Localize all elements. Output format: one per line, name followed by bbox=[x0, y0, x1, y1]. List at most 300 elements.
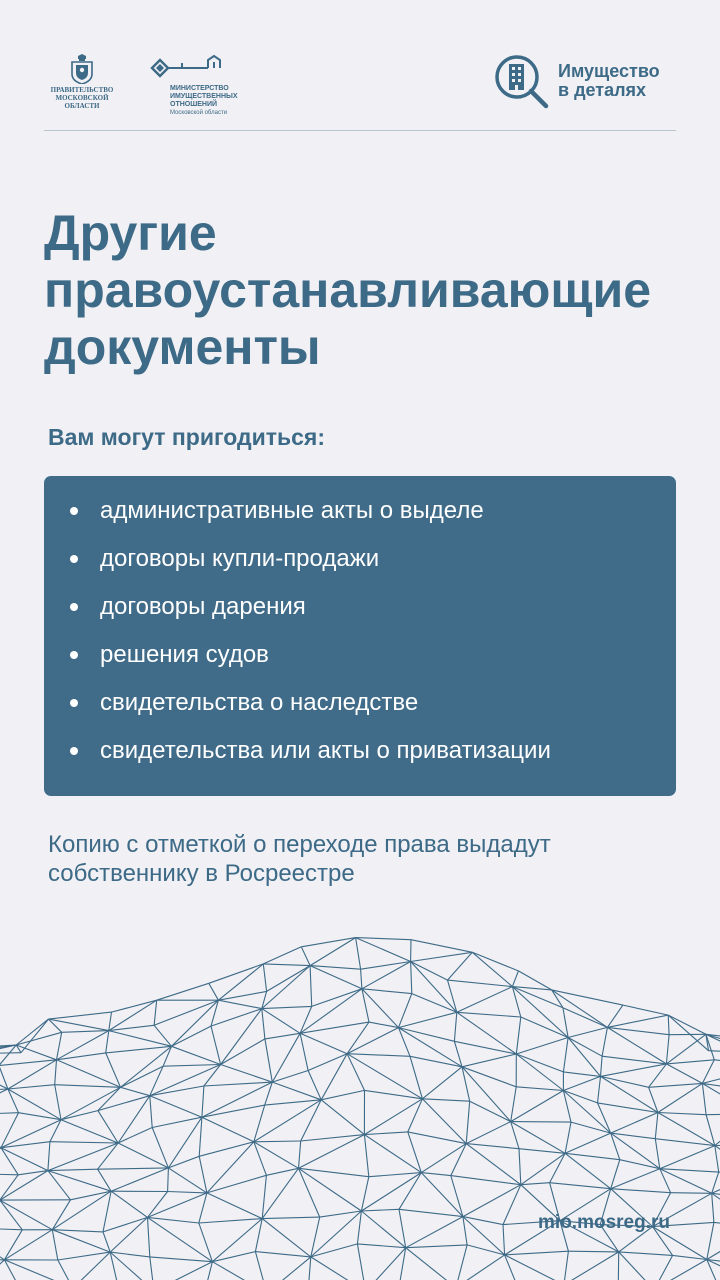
mesh-line bbox=[563, 1038, 568, 1072]
mesh-line bbox=[472, 952, 518, 971]
mesh-line bbox=[463, 1185, 521, 1217]
mesh-line bbox=[312, 989, 362, 1007]
mesh-line bbox=[150, 1096, 152, 1128]
mesh-line bbox=[565, 1122, 571, 1153]
mesh-line bbox=[103, 1217, 148, 1232]
mesh-line bbox=[654, 1255, 673, 1280]
ministry-logo-sub: Московской области bbox=[170, 110, 228, 116]
mesh-line bbox=[0, 1174, 18, 1175]
mesh-line bbox=[300, 1033, 308, 1070]
mesh-line bbox=[602, 1027, 607, 1056]
brand-line-1: Имущество bbox=[558, 61, 660, 81]
mesh-line bbox=[362, 989, 369, 1022]
mesh-line bbox=[265, 1033, 300, 1039]
mesh-line bbox=[702, 1060, 714, 1084]
mesh-line bbox=[660, 1169, 719, 1172]
mesh-line bbox=[347, 1028, 398, 1054]
mesh-line bbox=[564, 1251, 569, 1280]
mesh-line bbox=[221, 1065, 273, 1083]
mesh-line bbox=[601, 1064, 667, 1077]
mesh-line bbox=[364, 1135, 421, 1173]
mesh-line bbox=[466, 1101, 470, 1143]
mesh-line bbox=[422, 1067, 462, 1099]
mesh-line bbox=[103, 1232, 110, 1252]
mesh-line bbox=[61, 1120, 118, 1143]
mesh-line bbox=[121, 1087, 150, 1095]
mesh-line bbox=[364, 1132, 407, 1135]
mesh-line bbox=[0, 1115, 1, 1148]
mesh-line bbox=[356, 938, 361, 970]
mesh-line bbox=[168, 1192, 207, 1193]
mesh-line bbox=[262, 1009, 300, 1034]
mesh-line bbox=[361, 1173, 421, 1211]
mesh-line bbox=[611, 1133, 620, 1160]
mesh-line bbox=[106, 1046, 172, 1053]
mesh-line bbox=[309, 1257, 311, 1280]
mesh-line bbox=[422, 1099, 466, 1144]
mesh-line bbox=[73, 1252, 110, 1280]
mesh-line bbox=[262, 1219, 311, 1257]
mesh-line bbox=[0, 1200, 52, 1230]
mesh-line bbox=[411, 962, 412, 994]
mesh-line bbox=[163, 1065, 221, 1067]
mesh-line bbox=[262, 966, 310, 1009]
mesh-line bbox=[55, 1085, 121, 1088]
gov-logo-line: ПРАВИТЕЛЬСТВО bbox=[50, 86, 114, 94]
mesh-line bbox=[263, 964, 266, 992]
mesh-line bbox=[356, 938, 411, 962]
mesh-line bbox=[109, 1012, 112, 1031]
title-line-3: документы bbox=[44, 319, 321, 375]
document-item: решения судов bbox=[70, 640, 676, 688]
mesh-line bbox=[399, 1209, 463, 1216]
mesh-line bbox=[218, 1000, 261, 1008]
mesh-line bbox=[563, 1091, 597, 1103]
mesh-line bbox=[300, 1033, 347, 1053]
mesh-line bbox=[121, 1066, 164, 1087]
mesh-line bbox=[168, 1156, 199, 1168]
mesh-line bbox=[568, 1038, 600, 1077]
mesh-line bbox=[649, 1064, 667, 1087]
mesh-line bbox=[199, 1219, 262, 1223]
mesh-line bbox=[463, 1217, 467, 1245]
mesh-line bbox=[121, 1046, 172, 1087]
mesh-line bbox=[61, 1087, 121, 1119]
mesh-line bbox=[202, 1117, 254, 1142]
mesh-line bbox=[611, 1113, 658, 1134]
mesh-line bbox=[301, 947, 310, 966]
mesh-line bbox=[516, 1038, 568, 1055]
mesh-line bbox=[658, 1113, 715, 1146]
mesh-line bbox=[521, 1017, 568, 1038]
document-item: административные акты о выделе bbox=[70, 496, 676, 544]
key-house-icon bbox=[150, 54, 240, 78]
mesh-line bbox=[666, 1035, 669, 1064]
mesh-line bbox=[668, 1015, 669, 1035]
mesh-line bbox=[565, 1153, 620, 1159]
mesh-line bbox=[202, 1082, 272, 1117]
mesh-line bbox=[623, 1005, 668, 1015]
mesh-line bbox=[607, 1015, 668, 1027]
mesh-line bbox=[565, 1153, 611, 1188]
mesh-line bbox=[48, 1171, 111, 1192]
mesh-line bbox=[619, 1252, 654, 1280]
mesh-line bbox=[262, 1009, 265, 1039]
mesh-line bbox=[199, 1223, 213, 1262]
mesh-line bbox=[655, 1113, 658, 1139]
mesh-line bbox=[199, 1193, 207, 1223]
mesh-line bbox=[0, 1200, 22, 1230]
mesh-line bbox=[601, 1076, 649, 1087]
mesh-line bbox=[399, 994, 412, 1028]
mesh-line bbox=[611, 1160, 620, 1189]
mesh-line bbox=[521, 1183, 550, 1185]
mesh-line bbox=[199, 1156, 207, 1193]
mesh-line bbox=[563, 1076, 600, 1090]
mesh-line bbox=[347, 1022, 369, 1054]
mesh-line bbox=[347, 1054, 410, 1057]
documents-box bbox=[44, 476, 676, 796]
mesh-line bbox=[361, 1209, 399, 1211]
mesh-line bbox=[406, 1245, 467, 1248]
mesh-line bbox=[299, 1135, 365, 1169]
mesh-line bbox=[399, 1173, 421, 1210]
document-item: свидетельства или акты о приватизации bbox=[70, 736, 676, 784]
mesh-line bbox=[512, 971, 518, 987]
mesh-line bbox=[356, 938, 411, 940]
mesh-line bbox=[148, 1217, 150, 1257]
mesh-line bbox=[366, 1248, 406, 1280]
mesh-line bbox=[308, 1054, 347, 1071]
mesh-line bbox=[172, 1046, 221, 1064]
mesh-line bbox=[16, 1032, 62, 1045]
mesh-line bbox=[150, 1096, 202, 1118]
mesh-line bbox=[563, 1091, 571, 1123]
mesh-line bbox=[411, 962, 448, 981]
mesh-line bbox=[462, 1067, 511, 1122]
mesh-line bbox=[399, 1209, 406, 1247]
mesh-line bbox=[654, 1260, 707, 1280]
document-item: свидетельства о наследстве bbox=[70, 688, 676, 736]
mesh-line bbox=[660, 1169, 671, 1193]
mesh-line bbox=[519, 1149, 521, 1185]
title-line-2: правоустанавливающие bbox=[44, 262, 652, 318]
mesh-line bbox=[399, 1012, 457, 1027]
mesh-line bbox=[0, 1113, 19, 1115]
mesh-line bbox=[172, 1026, 212, 1046]
mesh-line bbox=[209, 983, 219, 1000]
mesh-line bbox=[357, 1244, 365, 1280]
mesh-line bbox=[263, 964, 310, 966]
mesh-line bbox=[207, 1193, 262, 1219]
mesh-line bbox=[361, 1211, 405, 1248]
mesh-line bbox=[50, 1120, 61, 1142]
mesh-line bbox=[52, 1230, 110, 1252]
mesh-line bbox=[262, 1006, 312, 1008]
mesh-line bbox=[254, 1142, 267, 1176]
mesh-line bbox=[521, 1153, 565, 1184]
mesh-line bbox=[262, 1175, 266, 1218]
mesh-line bbox=[660, 1146, 715, 1169]
mesh-line bbox=[466, 1144, 519, 1149]
mesh-line bbox=[466, 1122, 511, 1144]
mesh-line bbox=[1, 1113, 19, 1148]
mesh-line bbox=[265, 1100, 322, 1105]
mesh-line bbox=[152, 1117, 202, 1127]
mesh-line bbox=[57, 1032, 62, 1060]
ministry-logo bbox=[150, 54, 270, 117]
mesh-line bbox=[709, 1051, 720, 1054]
ministry-logo-line: ОТНОШЕНИЙ bbox=[170, 101, 218, 108]
mesh-line bbox=[550, 1183, 611, 1189]
mesh-line bbox=[660, 1169, 712, 1194]
mesh-line bbox=[218, 964, 263, 1000]
mesh-line bbox=[456, 1245, 467, 1280]
mesh-line bbox=[550, 1153, 566, 1182]
website-link[interactable]: mio.mosreg.ru bbox=[538, 1212, 670, 1233]
mesh-line bbox=[516, 1087, 563, 1091]
mesh-line bbox=[202, 1086, 204, 1117]
mesh-line bbox=[503, 1225, 505, 1255]
page-title bbox=[44, 205, 684, 376]
mesh-line bbox=[671, 1193, 712, 1194]
mesh-line bbox=[408, 1132, 466, 1144]
mesh-line bbox=[707, 1260, 720, 1280]
mesh-line bbox=[254, 1142, 299, 1169]
mesh-line bbox=[448, 980, 513, 987]
mesh-line bbox=[157, 983, 209, 1000]
mesh-line bbox=[265, 1039, 272, 1082]
mesh-line bbox=[61, 1111, 98, 1120]
mesh-line bbox=[168, 1168, 207, 1193]
mesh-line bbox=[207, 1175, 267, 1193]
mesh-line bbox=[311, 1257, 366, 1280]
mesh-line bbox=[103, 1191, 111, 1232]
mesh-line bbox=[98, 1168, 169, 1169]
mesh-line bbox=[658, 1113, 706, 1115]
mesh-line bbox=[57, 1031, 109, 1060]
mesh-line bbox=[154, 1262, 212, 1280]
mesh-line bbox=[563, 1008, 608, 1028]
mesh-line bbox=[4, 1230, 22, 1260]
ministry-logo-line: МИНИСТЕРСТВО bbox=[170, 85, 229, 92]
mesh-line bbox=[511, 1122, 571, 1123]
mesh-line bbox=[110, 1252, 150, 1257]
mesh-line bbox=[607, 1005, 623, 1027]
mesh-line bbox=[150, 1065, 221, 1096]
mesh-line bbox=[49, 1012, 112, 1019]
mesh-line bbox=[168, 1117, 202, 1168]
mesh-line bbox=[58, 1260, 73, 1280]
mesh-line bbox=[255, 1252, 266, 1280]
mesh-line bbox=[62, 1031, 109, 1033]
mesh-line bbox=[364, 1135, 368, 1177]
note-text bbox=[48, 830, 688, 888]
mesh-line bbox=[364, 1099, 422, 1135]
mesh-line bbox=[52, 1230, 58, 1260]
mesh-line bbox=[702, 1083, 706, 1114]
mesh-line bbox=[666, 1034, 706, 1064]
mesh-line bbox=[658, 1083, 703, 1112]
mesh-line bbox=[154, 1000, 218, 1025]
coat-of-arms-icon bbox=[70, 54, 94, 84]
mesh-line bbox=[470, 1101, 511, 1121]
mesh-line bbox=[311, 1217, 320, 1257]
mesh-line bbox=[568, 1027, 607, 1037]
government-logo bbox=[44, 54, 120, 110]
mesh-line bbox=[568, 1038, 602, 1057]
mesh-line bbox=[448, 952, 473, 980]
gov-logo-line: МОСКОВСКОЙ bbox=[55, 94, 109, 102]
mesh-line bbox=[0, 1227, 22, 1229]
mesh-line bbox=[365, 1090, 423, 1098]
mesh-line bbox=[254, 1141, 301, 1142]
mesh-line bbox=[267, 1257, 311, 1280]
mesh-line bbox=[454, 1012, 456, 1041]
mesh-line bbox=[707, 1222, 714, 1259]
mesh-line bbox=[457, 987, 513, 1013]
mesh-line bbox=[655, 1139, 715, 1146]
mesh-line bbox=[598, 1103, 611, 1133]
mesh-line bbox=[262, 1217, 320, 1219]
mesh-line bbox=[611, 1189, 671, 1193]
mesh-line bbox=[272, 1082, 321, 1100]
mesh-line bbox=[55, 1085, 61, 1120]
documents-list bbox=[70, 496, 676, 784]
mesh-line bbox=[48, 1169, 98, 1170]
mesh-line bbox=[168, 1168, 169, 1192]
mesh-line bbox=[310, 966, 312, 1007]
mesh-line bbox=[321, 1100, 364, 1135]
mesh-line bbox=[511, 1091, 564, 1122]
mesh-line bbox=[649, 1087, 658, 1112]
mesh-line bbox=[421, 1173, 451, 1176]
mesh-line bbox=[666, 1064, 702, 1084]
mesh-line bbox=[300, 1022, 369, 1033]
mesh-line bbox=[357, 1244, 405, 1248]
mesh-line bbox=[406, 1248, 456, 1280]
mesh-line bbox=[369, 1173, 422, 1177]
mesh-line bbox=[154, 1000, 157, 1025]
mesh-line bbox=[0, 1089, 8, 1115]
mesh-line bbox=[564, 1252, 619, 1280]
mesh-line bbox=[55, 1060, 57, 1085]
mesh-line bbox=[565, 1133, 611, 1153]
mesh-line bbox=[563, 1072, 600, 1077]
mesh-line bbox=[0, 1148, 1, 1174]
mesh-line bbox=[666, 1060, 714, 1064]
mesh-line bbox=[0, 1260, 4, 1280]
mesh-line bbox=[263, 947, 301, 964]
mesh-line bbox=[715, 1114, 720, 1146]
mesh-line bbox=[406, 1217, 463, 1248]
mesh-line bbox=[505, 1251, 569, 1255]
document-item: договоры дарения bbox=[70, 592, 676, 640]
mesh-line bbox=[211, 1009, 262, 1027]
mesh-line bbox=[221, 1009, 262, 1065]
mesh-line bbox=[411, 940, 472, 953]
mesh-line bbox=[111, 1168, 168, 1191]
mesh-line bbox=[512, 987, 563, 1008]
mesh-line bbox=[321, 1090, 364, 1099]
mesh-line bbox=[150, 1086, 204, 1096]
gov-logo-line: ОБЛАСТИ bbox=[64, 102, 100, 110]
mesh-line bbox=[207, 1142, 254, 1193]
title-line-1: Другие bbox=[44, 205, 217, 261]
mesh-line bbox=[202, 1105, 265, 1117]
mesh-line bbox=[408, 1132, 422, 1173]
subtitle: Вам могут пригодиться: bbox=[48, 424, 325, 450]
mesh-line bbox=[655, 1139, 660, 1169]
mesh-line bbox=[472, 952, 512, 986]
mesh-line bbox=[209, 964, 263, 983]
mesh-line bbox=[52, 1200, 70, 1230]
mesh-line bbox=[516, 1054, 563, 1091]
brand-logo bbox=[492, 52, 676, 112]
mesh-line bbox=[267, 966, 311, 992]
mesh-line bbox=[714, 1060, 720, 1066]
mesh-line bbox=[702, 1066, 720, 1084]
mesh-line bbox=[221, 1039, 265, 1065]
header bbox=[44, 48, 676, 131]
mesh-line bbox=[601, 1076, 658, 1112]
mesh-line bbox=[212, 1219, 262, 1262]
note-line-2: собственнику в Росреестре bbox=[48, 860, 355, 887]
mesh-line bbox=[715, 1146, 719, 1173]
mesh-line bbox=[357, 1211, 361, 1244]
mesh-line bbox=[649, 1083, 703, 1087]
mesh-line bbox=[48, 1171, 71, 1200]
mesh-line bbox=[706, 1114, 720, 1115]
mesh-line bbox=[211, 1026, 221, 1064]
mesh-line bbox=[98, 1111, 118, 1143]
mesh-line bbox=[255, 1252, 310, 1257]
mesh-line bbox=[109, 1031, 172, 1047]
mesh-line bbox=[598, 1103, 658, 1113]
mesh-line bbox=[150, 1257, 154, 1280]
mesh-line bbox=[516, 1017, 521, 1054]
mesh-line bbox=[568, 1251, 618, 1252]
note-line-1: Копию с отметкой о переходе права выдадут bbox=[48, 831, 551, 858]
mesh-line bbox=[511, 1087, 517, 1122]
mesh-line bbox=[150, 1257, 213, 1262]
mesh-line bbox=[411, 952, 473, 961]
mesh-line bbox=[462, 1067, 516, 1087]
mesh-line bbox=[111, 1191, 147, 1217]
mesh-line bbox=[152, 1128, 168, 1168]
mesh-line bbox=[199, 1117, 202, 1156]
mesh-line bbox=[118, 1143, 168, 1168]
mesh-line bbox=[57, 1053, 106, 1060]
mesh-line bbox=[4, 1230, 52, 1260]
mesh-line bbox=[619, 1252, 673, 1256]
mesh-line bbox=[16, 1045, 56, 1060]
mesh-line bbox=[412, 994, 457, 1013]
mesh-line bbox=[112, 1000, 157, 1012]
mesh-line bbox=[218, 991, 266, 1000]
mesh-line bbox=[503, 1185, 521, 1225]
mesh-line bbox=[601, 1056, 603, 1076]
mesh-line bbox=[422, 1099, 469, 1101]
mesh-line bbox=[50, 1142, 118, 1143]
mesh-line bbox=[0, 1175, 18, 1200]
mesh-line bbox=[707, 1227, 720, 1259]
mesh-line bbox=[0, 1053, 21, 1055]
mesh-line bbox=[463, 1217, 503, 1225]
mesh-line bbox=[598, 1076, 601, 1103]
mesh-line bbox=[611, 1169, 660, 1189]
mesh-line bbox=[299, 1141, 301, 1168]
